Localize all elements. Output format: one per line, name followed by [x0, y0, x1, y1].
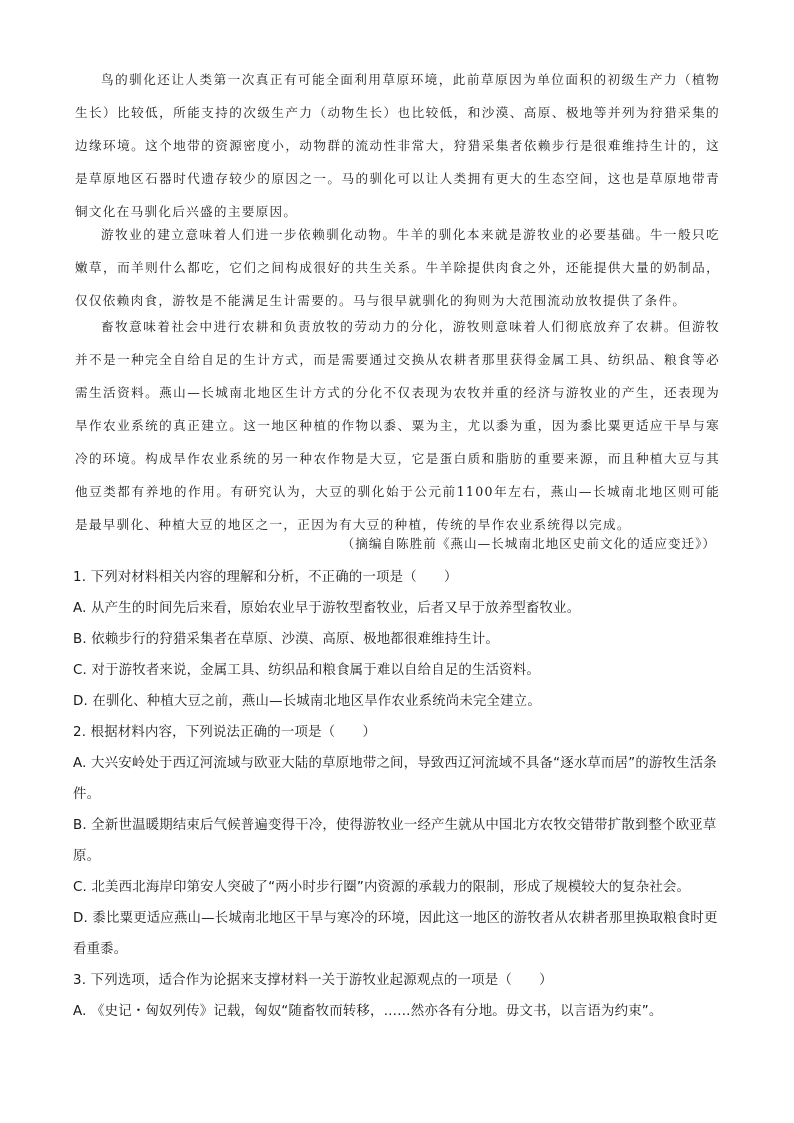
question-2-option-a: A. 大兴安岭处于西辽河流域与欧亚大陆的草原地带之间，导致西辽河流域不具备“逐水草而居”的游牧生活条件。	[73, 756, 717, 802]
passage-paragraph-1: 鸟的驯化还让人类第一次真正有可能全面利用草原环境，此前草原因为单位面积的初级生产力（植物生长）比较低，所能支持的次级生产力（动物生长）也比较低，和沙漠、高原、极地等并列为狩猎采集的边缘环境。这个地带的资源密度小，动物群的流动性非常大，狩猎采集者依赖步行是很难维持生计的，这是草原地区石器时代遗存较少的原因之一。马的驯化可以让人类拥有更大的生态空间，这也是草原地带青铜文化在马驯化后兴盛的主要原因。	[75, 72, 720, 219]
question-2-option-d: D. 黍比粟更适应燕山—长城南北地区干旱与寒冷的环境，因此这一地区的游牧者从农耕者那里换取粮食时更看重黍。	[73, 911, 718, 957]
question-3-option-a: A. 《史记・匈奴列传》记载，匈奴“随畜牧而转移，……然亦各有分地。毋文书，以言语为约束”。	[73, 1004, 663, 1019]
question-1-option-b: B. 依赖步行的狩猎采集者在草原、沙漠、高原、极地都很难维持生计。	[73, 632, 500, 647]
question-1-option-c: C. 对于游牧者来说，金属工具、纺织品和粮食属于难以自给自足的生活资料。	[73, 663, 540, 678]
question-1-option-a: A. 从产生的时间先后来看，原始农业早于游牧型畜牧业，后者又早于放养型畜牧业。	[73, 601, 581, 616]
question-2-option-b: B. 全新世温暖期结束后气候普遍变得干冷，使得游牧业一经产生就从中国北方农牧交错带扩散到整个欧亚草原。	[73, 818, 717, 864]
passage-paragraph-3: 畜牧意味着社会中进行农耕和负责放牧的劳动力的分化，游牧则意味着人们彻底放弃了农耕。但游牧并不是一种完全自给自足的生计方式，而是需要通过交换从农耕者那里获得金属工具、纺织品、粮食等必需生活资料。燕山—长城南北地区生计方式的分化不仅表现为农牧并重的经济与游牧业的产生，还表现为旱作农业系统的真正建立。这一地区种植的作物以黍、粟为主，尤以黍为重，因为黍比粟更适应干旱与寒冷的环境。构成旱作农业系统的另一种农作物是大豆，它是蛋白质和脂肪的重要来源，而且种植大豆与其他豆类都有养地的作用。有研究认为，大豆的驯化始于公元前1100年左右，燕山—长城南北地区则可能是最早驯化、种植大豆的地区之一，正因为有大豆的种植，传统的旱作农业系统得以完成。	[75, 319, 720, 532]
question-2-stem: 2. 根据材料内容，下列说法正确的一项是（ ）	[73, 725, 377, 740]
passage-paragraph-2: 游牧业的建立意味着人们进一步依赖驯化动物。牛羊的驯化本来就是游牧业的必要基础。牛一般只吃嫩草，而羊则什么都吃，它们之间构成很好的共生关系。牛羊除提供肉食之外，还能提供大量的奶制品，仅仅依赖肉食，游牧是不能满足生计需要的。马与很早就驯化的狗则为大范围流动放牧提供了条件。	[75, 227, 720, 308]
passage-source: （摘编自陈胜前《燕山—长城南北地区史前文化的适应变迁》）	[341, 536, 716, 551]
question-2-option-c: C. 北美西北海岸印第安人突破了“两小时步行圈”内资源的承载力的限制，形成了规模较大的复杂社会。	[73, 880, 691, 895]
question-1-stem: 1. 下列对材料相关内容的理解和分析，不正确的一项是（ ）	[73, 570, 458, 585]
question-1-option-d: D. 在驯化、种植大豆之前，燕山—长城南北地区旱作农业系统尚未完全建立。	[73, 694, 541, 709]
question-3-stem: 3. 下列选项，适合作为论据来支撑材料一关于游牧业起源观点的一项是（ ）	[73, 973, 553, 988]
